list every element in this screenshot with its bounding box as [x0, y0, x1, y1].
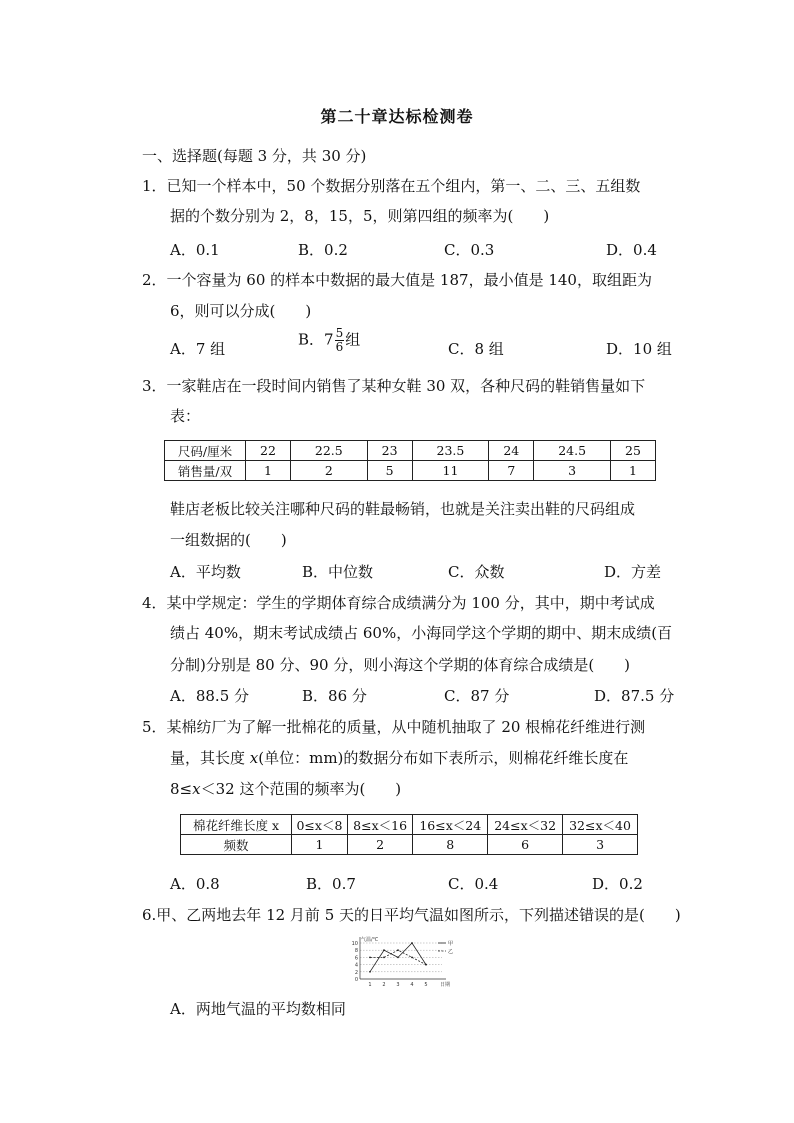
data-point [383, 949, 385, 951]
table-cell: 0≤x＜8 [292, 815, 348, 835]
y-tick-label: 2 [354, 969, 358, 976]
shoe-size-table [164, 440, 656, 481]
table-header-row [181, 815, 638, 835]
x-tick-label: 2 [382, 982, 386, 988]
q1-line2: 据的个数分别为 2，8，15，5，则第四组的频率为( ) [170, 207, 550, 225]
section-heading: 一、选择题(每题 3 分，共 30 分) [142, 147, 367, 165]
page-title: 第二十章达标检测卷 [320, 107, 474, 126]
q5-option-c[interactable]: C．0.4 [448, 875, 499, 893]
q1-option-c[interactable]: C．0.3 [444, 241, 495, 259]
q6-line1: 6.甲、乙两地去年 12 月前 5 天的日平均气温如图所示，下列描述错误的是( ) [142, 906, 681, 924]
q5-line2-end: (单位：mm)的数据分布如下表所示，则棉花纤维长度在 [258, 749, 629, 767]
q3-option-c[interactable]: C．众数 [448, 563, 505, 581]
table-cell: 6 [488, 835, 563, 855]
q2-option-c[interactable]: C．8 组 [448, 340, 504, 358]
q2-option-a[interactable]: A．7 组 [170, 340, 226, 358]
q2-line2: 6，则可以分成( ) [170, 302, 312, 320]
q5-option-d[interactable]: D．0.2 [592, 875, 643, 893]
q4-option-c[interactable]: C．87 分 [444, 687, 510, 705]
q4-option-d[interactable]: D．87.5 分 [594, 687, 675, 705]
table-cell: 3 [534, 461, 611, 481]
q3-line2: 表： [170, 407, 201, 425]
data-point [383, 957, 385, 959]
q2-option-b-label: B．7 [298, 330, 334, 349]
data-point [425, 964, 427, 966]
table-cell: 8≤x＜16 [347, 815, 412, 835]
table-cell: 1 [292, 835, 348, 855]
table-cell: 频数 [181, 835, 292, 855]
table-cell: 棉花纤维长度 x [181, 815, 292, 835]
table-cell: 7 [489, 461, 534, 481]
y-tick-label: 10 [351, 941, 358, 947]
q4-line1: 4．某中学规定：学生的学期体育综合成绩满分为 100 分，其中，期中考试成 [142, 594, 655, 612]
table-row [165, 461, 656, 481]
table-cell: 32≤x＜40 [563, 815, 638, 835]
y-axis-label: 气温/℃ [361, 937, 379, 943]
table-cell: 22.5 [290, 441, 367, 461]
q5-line3-end: ＜32 这个范围的频率为( ) [200, 780, 402, 798]
x-tick-label: 3 [396, 982, 400, 988]
table-cell: 23.5 [412, 441, 489, 461]
table-cell: 22 [246, 441, 291, 461]
table-cell: 1 [246, 461, 291, 481]
table-row [181, 835, 638, 855]
x-tick-label: 1 [368, 982, 372, 988]
q1-option-d[interactable]: D．0.4 [606, 241, 657, 259]
q3-line4: 一组数据的( ) [170, 531, 287, 549]
fiber-length-table [180, 814, 638, 855]
q3-option-a[interactable]: A．平均数 [170, 563, 241, 581]
q5-line2 [170, 747, 628, 768]
fraction-denominator: 6 [335, 340, 344, 354]
q1-option-b[interactable]: B．0.2 [298, 241, 348, 259]
q5-line3 [170, 778, 401, 799]
table-cell: 24 [489, 441, 534, 461]
legend-label: 乙 [448, 949, 454, 955]
x-axis-label: 日期 [440, 982, 451, 988]
data-point [397, 957, 399, 959]
table-cell: 8 [413, 835, 488, 855]
q5-line1: 5．某棉纺厂为了解一批棉花的质量，从中随机抽取了 20 根棉花纤维进行测 [142, 718, 646, 736]
q2-option-b[interactable] [298, 327, 360, 354]
table-cell: 1 [610, 461, 655, 481]
x-tick-label: 4 [410, 982, 414, 988]
q5-option-a[interactable]: A．0.8 [170, 875, 220, 893]
q3-line3: 鞋店老板比较关注哪种尺码的鞋最畅销，也就是关注卖出鞋的尺码组成 [170, 500, 636, 518]
table-cell: 16≤x＜24 [413, 815, 488, 835]
table-cell: 尺码/厘米 [165, 441, 246, 461]
q3-option-d[interactable]: D．方差 [604, 563, 662, 581]
q6-option-a[interactable]: A．两地气温的平均数相同 [170, 1000, 346, 1018]
q2-line1: 2．一个容量为 60 的样本中数据的最大值是 187，最小值是 140，取组距为 [142, 271, 652, 289]
x-tick-label: 5 [424, 982, 428, 988]
temperature-line-chart [338, 935, 472, 991]
fraction-numerator: 5 [335, 326, 344, 340]
table-cell: 24.5 [534, 441, 611, 461]
q5-option-b[interactable]: B．0.7 [306, 875, 356, 893]
table-cell: 23 [367, 441, 412, 461]
legend-label: 甲 [448, 941, 454, 947]
table-cell: 5 [367, 461, 412, 481]
q1-option-a[interactable]: A．0.1 [170, 241, 220, 259]
q3-line1: 3．一家鞋店在一段时间内销售了某种女鞋 30 双，各种尺码的鞋销售量如下 [142, 377, 646, 395]
table-cell: 11 [412, 461, 489, 481]
data-point [411, 942, 413, 944]
variable-x: x [192, 780, 201, 798]
chart-root [352, 936, 453, 988]
table-cell: 2 [290, 461, 367, 481]
data-point [369, 971, 371, 973]
q3-option-b[interactable]: B．中位数 [302, 563, 374, 581]
q2-option-b-unit: 组 [345, 330, 361, 349]
table-cell: 2 [347, 835, 412, 855]
y-tick-label: 8 [354, 948, 358, 955]
data-point [369, 957, 371, 959]
q4-line3: 分制)分别是 80 分、90 分，则小海这个学期的体育综合成绩是( ) [170, 656, 631, 674]
table-header-row [165, 441, 656, 461]
variable-x: x [249, 749, 259, 767]
q5-line2-start: 量，其长度 [170, 749, 250, 767]
data-point [397, 949, 399, 951]
q1-line1: 1．已知一个样本中，50 个数据分别落在五个组内，第一、二、三、五组数 [142, 177, 641, 195]
fraction [335, 327, 345, 354]
table-cell: 销售量/双 [165, 461, 246, 481]
y-tick-label: 6 [354, 955, 358, 962]
table-cell: 24≤x＜32 [488, 815, 563, 835]
q2-option-d[interactable]: D．10 组 [606, 340, 672, 358]
data-point [411, 957, 413, 959]
table-cell: 25 [610, 441, 655, 461]
q5-line3-start: 8≤ [170, 780, 193, 798]
y-tick-label: 0 [354, 977, 358, 983]
table-cell: 3 [563, 835, 638, 855]
q4-line2: 绩占 40%，期末考试成绩占 60%，小海同学这个学期的期中、期末成绩(百 [170, 624, 673, 642]
q4-option-a[interactable]: A．88.5 分 [170, 687, 249, 705]
y-tick-label: 4 [354, 962, 358, 969]
q4-option-b[interactable]: B．86 分 [302, 687, 367, 705]
